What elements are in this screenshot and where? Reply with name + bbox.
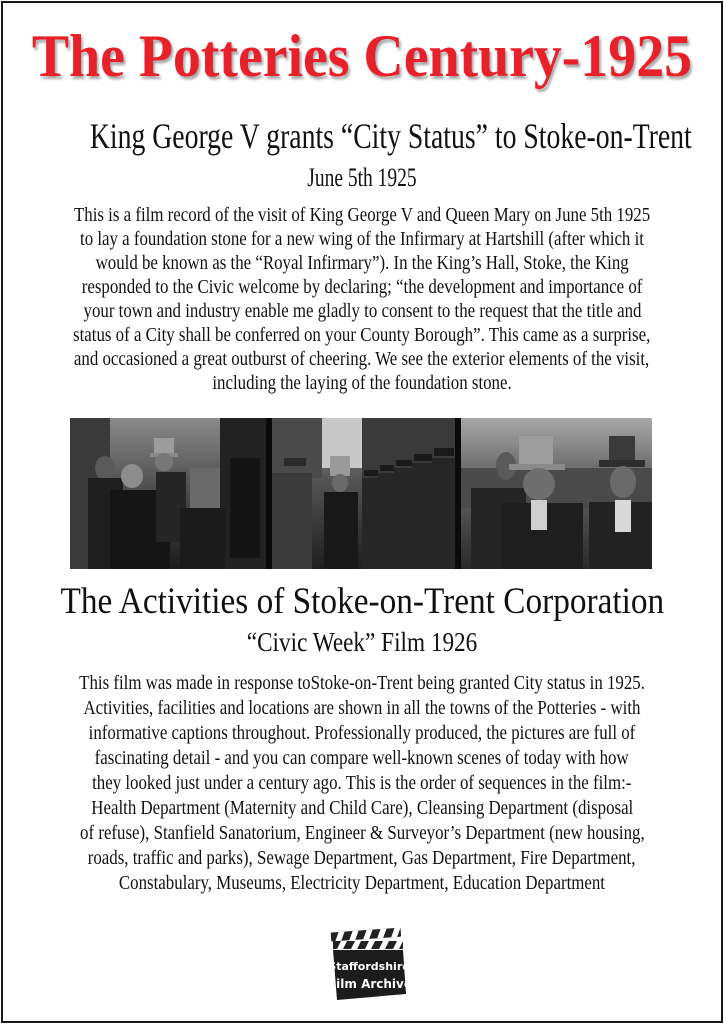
body-line	[0, 823, 724, 845]
clapperboard-icon	[327, 928, 409, 1004]
body-line-text: they looked just under a century ago. This is the order of sequences in the film:-	[92, 773, 632, 794]
film-still-1	[70, 418, 266, 569]
section2-heading	[0, 580, 724, 623]
body-line	[0, 229, 724, 251]
section1-heading	[0, 115, 724, 157]
body-line	[0, 373, 724, 395]
body-line-text: responded to the Civic welcome by declaring; “the development and importance of	[81, 277, 643, 298]
section2-heading-text: The Activities of Stoke-on-Trent Corporation	[60, 581, 664, 622]
body-line-text: informative captions throughout. Professionally produced, the pictures are full of	[88, 723, 636, 744]
logo-line2: Film Archive	[327, 977, 409, 991]
staffordshire-film-archive-logo	[327, 928, 409, 1004]
body-line	[0, 748, 724, 770]
film-still-2	[272, 418, 455, 569]
film-still-1-image	[70, 418, 266, 569]
body-line-text: to lay a foundation stone for a new wing of the Infirmary at Hartshill (after which it	[80, 229, 644, 250]
logo-line1: Staffordshire	[328, 960, 409, 973]
body-line-text: This is a film record of the visit of King George V and Queen Mary on June 5th 1925	[73, 205, 651, 226]
body-line	[0, 253, 724, 275]
body-line-text: roads, traffic and parks), Sewage Department, Gas Department, Fire Department,	[88, 848, 636, 869]
film-still-3	[461, 418, 652, 569]
body-line	[0, 349, 724, 371]
section1-date	[0, 163, 724, 193]
film-still-strip	[70, 418, 652, 569]
body-line-text: Health Department (Maternity and Child Care), Cleansing Department (disposal	[91, 798, 633, 819]
body-line-text: your town and industry enable me gladly to consent to the request that the title and	[83, 301, 641, 322]
body-line-text: fascinating detail - and you can compare well-known scenes of today with how	[95, 748, 629, 769]
film-still-3-image	[461, 418, 652, 569]
page-title	[0, 22, 724, 91]
body-line-text: This film was made in response toStoke-on-Trent being granted City status in 1925.	[79, 673, 645, 694]
body-line-text: Activities, facilities and locations are shown in all the towns of the Potteries - with	[83, 698, 641, 719]
body-line	[0, 205, 724, 227]
body-line	[0, 798, 724, 820]
body-line	[0, 698, 724, 720]
body-line	[0, 773, 724, 795]
body-line-text: would be known as the “Royal Infirmary”). In the King’s Hall, Stoke, the King	[95, 253, 629, 274]
body-line-text: Constabulary, Museums, Electricity Department, Education Department	[118, 873, 606, 894]
body-line-text: and occasioned a great outburst of cheering. We see the exterior elements of the visit,	[74, 349, 650, 370]
body-line-text: of refuse), Stanfield Sanatorium, Engineer & Surveyor’s Department (new housing,	[79, 823, 645, 844]
section1-date-text: June 5th 1925	[307, 163, 417, 192]
body-line	[0, 873, 724, 895]
page-title-text: The Potteries Century-1925	[31, 23, 693, 89]
body-line	[0, 301, 724, 323]
section2-subheading-text: “Civic Week” Film 1926	[246, 627, 478, 657]
body-line	[0, 277, 724, 299]
section1-heading-text: King George V grants “City Status” to Stoke-on-Trent	[89, 116, 692, 156]
body-line	[0, 673, 724, 695]
body-line-text: status of a City shall be conferred on your County Borough”. This came as a surprise,	[73, 325, 651, 346]
body-line	[0, 848, 724, 870]
body-line-text: including the laying of the foundation stone.	[212, 373, 512, 394]
section2-subheading	[0, 627, 724, 658]
body-line	[0, 325, 724, 347]
film-still-2-image	[272, 418, 455, 569]
body-line	[0, 723, 724, 745]
